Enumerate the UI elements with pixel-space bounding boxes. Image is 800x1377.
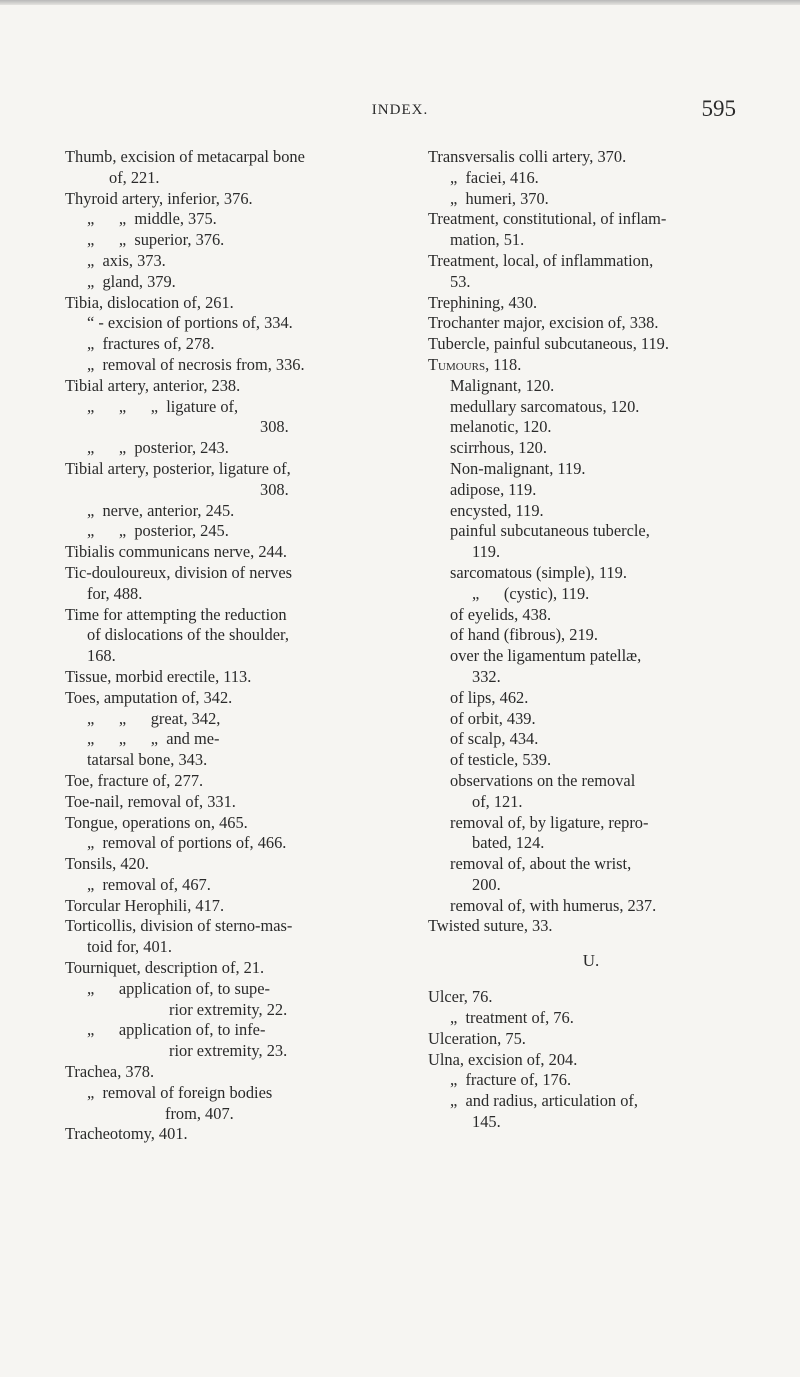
index-entry: Tibialis communicans nerve, 244.	[65, 542, 288, 562]
index-subentry: 308.	[260, 479, 289, 499]
index-subentry: 53.	[450, 271, 471, 291]
index-subentry: „ treatment of, 76.	[450, 1008, 574, 1028]
index-subentry: bated, 124.	[472, 833, 545, 853]
index-subentry: rior extremity, 22.	[169, 999, 288, 1019]
index-subentry: rior extremity, 23.	[169, 1041, 288, 1061]
index-entry: Tibial artery, anterior, 238.	[65, 375, 241, 395]
section-letter-heading: U.	[582, 951, 600, 971]
index-subentry: of scalp, 434.	[450, 729, 539, 749]
index-subentry: 119.	[472, 542, 501, 562]
index-entry: Tubercle, painful subcutaneous, 119.	[428, 334, 669, 354]
index-subentry: „ application of, to supe-	[87, 978, 270, 998]
index-entry: Toe, fracture of, 277.	[65, 770, 204, 790]
index-entry: Tumours, 118.	[428, 354, 522, 374]
index-subentry: “ - excision of portions of, 334.	[87, 313, 293, 333]
index-subentry: „ „ middle, 375.	[87, 209, 217, 229]
index-subentry: of hand (fibrous), 219.	[450, 625, 598, 645]
index-entry: Tissue, morbid erectile, 113.	[65, 666, 252, 686]
index-subentry: tatarsal bone, 343.	[87, 750, 208, 770]
index-entry: Ulna, excision of, 204.	[428, 1049, 578, 1069]
index-subentry: over the ligamentum patellæ,	[450, 646, 642, 666]
index-subentry: of eyelids, 438.	[450, 604, 552, 624]
running-title: INDEX.	[371, 102, 429, 118]
index-entry: Tonsils, 420.	[65, 854, 150, 874]
index-subentry: „ gland, 379.	[87, 271, 176, 291]
index-subentry: mation, 51.	[450, 230, 525, 250]
index-subentry: for, 488.	[87, 583, 143, 603]
index-subentry: „ nerve, anterior, 245.	[87, 500, 235, 520]
index-subentry: „ „ posterior, 245.	[87, 521, 229, 541]
index-subentry: „ „ superior, 376.	[87, 230, 225, 250]
index-subentry: „ removal of foreign bodies	[87, 1082, 273, 1102]
index-entry: Toe-nail, removal of, 331.	[65, 791, 236, 811]
index-entry: Toes, amputation of, 342.	[65, 687, 233, 707]
index-subentry: „ „ „ ligature of,	[87, 396, 239, 416]
index-subentry: of dislocations of the shoulder,	[87, 625, 289, 645]
index-entry: Ulceration, 75.	[428, 1028, 526, 1048]
index-subentry: „ axis, 373.	[87, 250, 166, 270]
index-subentry: removal of, by ligature, repro-	[450, 812, 649, 832]
index-subentry: toid for, 401.	[87, 937, 172, 957]
index-subentry: Malignant, 120.	[450, 375, 555, 395]
index-subentry: „ faciei, 416.	[450, 167, 539, 187]
index-subentry: „ removal of necrosis from, 336.	[87, 354, 305, 374]
index-entry: Tibial artery, posterior, ligature of,	[65, 458, 291, 478]
index-subentry: removal of, with humerus, 237.	[450, 895, 657, 915]
index-subentry: of testicle, 539.	[450, 750, 552, 770]
index-subentry: „ removal of, 467.	[87, 874, 211, 894]
index-subentry: „ application of, to infe-	[87, 1020, 266, 1040]
index-subentry: Non-malignant, 119.	[450, 458, 586, 478]
page-number: 595	[701, 96, 736, 121]
index-entry: Time for attempting the reduction	[65, 604, 287, 624]
index-subentry: encysted, 119.	[450, 500, 544, 520]
index-entry: Torcular Herophili, 417.	[65, 895, 225, 915]
index-subentry: 145.	[472, 1112, 501, 1132]
index-subentry: „ and radius, articulation of,	[450, 1091, 638, 1111]
index-subentry: painful subcutaneous tubercle,	[450, 521, 650, 541]
index-subentry: of lips, 462.	[450, 687, 529, 707]
index-subentry: observations on the removal	[450, 770, 636, 790]
index-subentry: 308.	[260, 417, 289, 437]
index-entry: Trochanter major, excision of, 338.	[428, 313, 659, 333]
index-entry: Twisted suture, 33.	[428, 916, 553, 936]
index-entry: Tourniquet, description of, 21.	[65, 958, 265, 978]
index-entry: Thumb, excision of metacarpal bone	[65, 147, 305, 166]
index-subentry: „ „ „ and me-	[87, 729, 220, 749]
index-entry: Tracheotomy, 401.	[65, 1124, 188, 1144]
page-top-edge	[0, 0, 800, 5]
index-subentry: „ „ posterior, 243.	[87, 438, 229, 458]
index-subentry: from, 407.	[165, 1103, 234, 1123]
index-entry: Trephining, 430.	[428, 292, 538, 312]
index-entry: Tibia, dislocation of, 261.	[65, 292, 234, 312]
index-subentry: „ (cystic), 119.	[472, 583, 590, 603]
index-subentry: 200.	[472, 874, 501, 894]
index-entry: Torticollis, division of sterno-mas-	[65, 916, 293, 936]
index-subentry: „ humeri, 370.	[450, 188, 549, 208]
index-entry: Tic-douloureux, division of nerves	[65, 562, 293, 582]
index-entry: Trachea, 378.	[65, 1062, 155, 1082]
index-subentry: of, 221.	[109, 167, 160, 187]
index-subentry: melanotic, 120.	[450, 417, 552, 437]
index-subentry: adipose, 119.	[450, 479, 537, 499]
index-entry: Transversalis colli artery, 370.	[428, 147, 627, 166]
index-entry: Thyroid artery, inferior, 376.	[65, 188, 253, 208]
index-subentry: „ „ great, 342,	[87, 708, 221, 728]
index-subentry: 168.	[87, 646, 116, 666]
index-entry: Ulcer, 76.	[428, 987, 493, 1007]
index-column-right	[428, 147, 754, 1133]
index-subentry: of orbit, 439.	[450, 708, 536, 728]
index-subentry: „ removal of portions of, 466.	[87, 833, 287, 853]
index-subentry: „ fracture of, 176.	[450, 1070, 572, 1090]
index-subentry: medullary sarcomatous, 120.	[450, 396, 640, 416]
index-subentry: „ fractures of, 278.	[87, 334, 215, 354]
index-entry: Treatment, local, of inflammation,	[428, 250, 654, 270]
index-column-left	[65, 147, 393, 1145]
index-subentry: of, 121.	[472, 791, 523, 811]
page-header	[0, 96, 800, 126]
index-subentry: removal of, about the wrist,	[450, 854, 632, 874]
index-subentry: sarcomatous (simple), 119.	[450, 562, 627, 582]
index-entry: Tongue, operations on, 465.	[65, 812, 248, 832]
index-entry: Treatment, constitutional, of inflam-	[428, 209, 667, 229]
index-subentry: 332.	[472, 666, 501, 686]
index-subentry: scirrhous, 120.	[450, 438, 547, 458]
